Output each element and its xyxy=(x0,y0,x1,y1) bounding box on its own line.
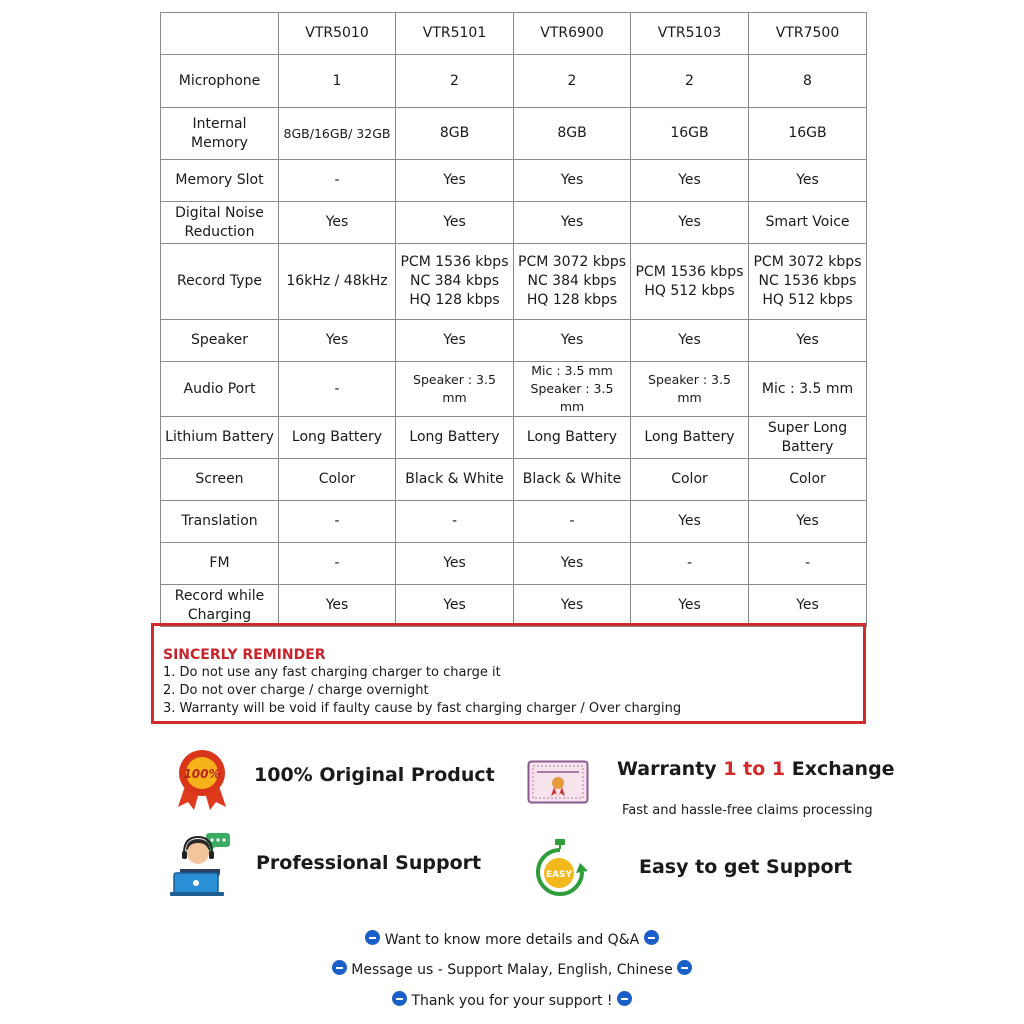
cell-line: 16kHz / 48kHz xyxy=(286,273,388,289)
reminder-box xyxy=(151,623,866,724)
table-cell xyxy=(279,55,396,108)
table-row xyxy=(161,244,867,320)
table-cell xyxy=(514,362,631,417)
cell-line: 2 xyxy=(685,72,694,89)
cell-line: Yes xyxy=(443,332,466,348)
cell-line: Yes xyxy=(325,597,349,613)
cell-line: Yes xyxy=(678,597,701,613)
table-cell xyxy=(514,543,631,585)
warranty-subtext: Fast and hassle-free claims processing xyxy=(622,803,873,818)
table-cell xyxy=(279,459,396,501)
footer-text: Want to know more details and Q&A xyxy=(384,932,640,948)
cell-line: Long Battery xyxy=(291,429,383,445)
cell-line: Mic : 3.5 mm xyxy=(761,380,854,397)
table-cell xyxy=(631,585,749,627)
cell-line: Yes xyxy=(325,214,349,230)
footer-line-1 xyxy=(0,930,1024,948)
table-cell xyxy=(514,202,631,244)
cell-line: Long Battery xyxy=(409,429,500,445)
table-cell xyxy=(631,362,749,417)
table-row xyxy=(161,459,867,501)
table-row xyxy=(161,108,867,160)
table-cell xyxy=(631,55,749,108)
cell-line: 8GB xyxy=(557,125,587,141)
table-cell xyxy=(749,362,867,417)
cell-line: 8GB xyxy=(439,125,470,141)
cell-line: Long Battery xyxy=(644,429,735,445)
table-cell xyxy=(749,202,867,244)
row-label xyxy=(161,417,279,459)
cell-line: - xyxy=(686,555,693,571)
cell-line: Black & White xyxy=(405,471,504,487)
table-cell xyxy=(631,417,749,459)
professional-support-label: Professional Support xyxy=(256,852,482,874)
footer-text: Message us - Support Malay, English, Chinese xyxy=(351,962,673,978)
cell-line: Yes xyxy=(678,513,701,529)
table-cell xyxy=(514,244,631,320)
cell-line: Yes xyxy=(678,214,701,230)
table-cell xyxy=(514,320,631,362)
model-header: VTR5101 xyxy=(396,13,514,55)
table-cell xyxy=(631,244,749,320)
cell-line: Yes xyxy=(796,513,819,529)
table-cell xyxy=(396,501,514,543)
cell-line: Yes xyxy=(560,172,584,188)
row-label-line: Digital Noise xyxy=(175,204,264,221)
minus-circle-icon xyxy=(644,930,659,945)
row-label xyxy=(161,459,279,501)
table-header-row xyxy=(161,13,867,55)
table-cell xyxy=(631,501,749,543)
minus-circle-icon xyxy=(392,991,407,1006)
cell-line: Yes xyxy=(560,597,584,613)
table-row xyxy=(161,202,867,244)
cell-line: 8GB/16GB/ 32GB xyxy=(283,125,391,141)
row-label-line: Reduction xyxy=(184,223,255,240)
row-label-line: Lithium Battery xyxy=(165,429,274,445)
table-cell xyxy=(631,202,749,244)
row-label-line: Record Type xyxy=(177,273,262,289)
row-label xyxy=(161,585,279,627)
table-cell xyxy=(514,459,631,501)
cell-line: Yes xyxy=(560,332,584,348)
row-label xyxy=(161,501,279,543)
award-ribbon-icon xyxy=(170,749,234,811)
cell-line: Yes xyxy=(325,332,349,348)
cell-line: 2 xyxy=(450,72,459,89)
cell-line: Yes xyxy=(796,332,819,348)
cell-line: Battery xyxy=(781,438,834,455)
cell-line: Color xyxy=(671,471,708,487)
table-row xyxy=(161,543,867,585)
minus-circle-icon xyxy=(617,991,632,1006)
cell-line: Yes xyxy=(560,555,584,571)
cell-line: Super Long xyxy=(767,419,848,436)
footer-text: Thank you for your support ! xyxy=(411,993,613,1009)
row-label-line: Internal xyxy=(192,115,247,132)
table-cell xyxy=(749,55,867,108)
table-cell xyxy=(396,320,514,362)
cell-line: HQ 512 kbps xyxy=(762,292,853,308)
row-label xyxy=(161,202,279,244)
table-cell xyxy=(279,417,396,459)
row-label-line: Audio Port xyxy=(183,380,256,397)
row-label xyxy=(161,160,279,202)
cell-line: Mic : 3.5 mm xyxy=(531,363,613,378)
table-cell xyxy=(749,244,867,320)
badge-text: 100% xyxy=(183,767,221,781)
cell-line: - xyxy=(569,513,575,529)
cell-line: Yes xyxy=(443,214,466,230)
table-cell xyxy=(514,55,631,108)
table-cell xyxy=(514,160,631,202)
easy-badge-text: EASY xyxy=(545,870,573,880)
cell-line: - xyxy=(334,555,340,571)
cell-line: Yes xyxy=(443,172,466,188)
cell-line: 8 xyxy=(803,72,812,89)
table-cell xyxy=(396,108,514,160)
table-cell xyxy=(279,585,396,627)
cell-line: 1 xyxy=(332,72,342,89)
model-header: VTR5010 xyxy=(279,13,396,55)
cell-line: 16GB xyxy=(670,125,709,141)
table-cell xyxy=(514,585,631,627)
table-cell xyxy=(396,362,514,417)
table-cell xyxy=(279,543,396,585)
table-cell xyxy=(749,108,867,160)
table-cell xyxy=(749,160,867,202)
row-label xyxy=(161,108,279,160)
table-row xyxy=(161,55,867,108)
table-cell xyxy=(279,244,396,320)
cell-line: - xyxy=(451,513,458,529)
table-cell xyxy=(514,417,631,459)
table-cell xyxy=(279,108,396,160)
table-cell xyxy=(396,417,514,459)
cell-line: - xyxy=(334,172,340,188)
reminder-title: SINCERLY REMINDER xyxy=(163,647,326,663)
table-cell xyxy=(396,585,514,627)
cell-line: Smart Voice xyxy=(765,214,850,230)
cell-line: Speaker : 3.5 mm xyxy=(648,372,731,405)
table-row xyxy=(161,362,867,417)
header-blank-cell xyxy=(161,13,279,55)
cell-line: Yes xyxy=(443,597,466,613)
row-label-line: Record while xyxy=(174,587,265,604)
row-label-line: Speaker xyxy=(191,332,248,348)
easy-support-label: Easy to get Support xyxy=(639,856,852,878)
table-cell xyxy=(396,160,514,202)
cell-line: - xyxy=(804,555,811,571)
reminder-item: 1. Do not use any fast charging charger to charge it xyxy=(163,665,501,680)
table-row xyxy=(161,160,867,202)
model-header: VTR7500 xyxy=(749,13,867,55)
table-row xyxy=(161,417,867,459)
table-row xyxy=(161,320,867,362)
table-cell xyxy=(749,543,867,585)
table-cell xyxy=(396,459,514,501)
table-cell xyxy=(279,320,396,362)
cell-line: Color xyxy=(318,471,356,487)
table-cell xyxy=(631,459,749,501)
cell-line: Yes xyxy=(678,332,701,348)
row-label-line: FM xyxy=(209,555,230,571)
minus-circle-icon xyxy=(365,930,380,945)
row-label xyxy=(161,55,279,108)
table-cell xyxy=(514,501,631,543)
cell-line: PCM 3072 kbps xyxy=(753,254,862,270)
support-agent-icon xyxy=(168,831,232,897)
warranty-highlight: 1 to 1 xyxy=(723,758,786,780)
cell-line: Yes xyxy=(560,214,584,230)
row-label xyxy=(161,543,279,585)
row-label-line: Memory xyxy=(191,134,248,151)
cell-line: Black & White xyxy=(522,471,622,487)
cell-line: NC 384 kbps xyxy=(409,273,500,289)
table-cell xyxy=(631,543,749,585)
footer-line-2 xyxy=(0,960,1024,978)
cell-line: Yes xyxy=(678,172,701,188)
table-cell xyxy=(749,585,867,627)
spec-comparison-table xyxy=(160,12,867,627)
table-cell xyxy=(279,501,396,543)
cell-line: PCM 1536 kbps xyxy=(635,263,744,280)
row-label xyxy=(161,362,279,417)
reminder-item: 2. Do not over charge / charge overnight xyxy=(163,683,429,698)
table-cell xyxy=(279,362,396,417)
cell-line: Yes xyxy=(796,172,819,188)
table-cell xyxy=(279,160,396,202)
cell-line: HQ 128 kbps xyxy=(526,292,618,308)
table-cell xyxy=(749,417,867,459)
table-cell xyxy=(279,202,396,244)
cell-line: NC 1536 kbps xyxy=(758,273,857,289)
cell-line: Yes xyxy=(796,597,819,613)
cell-line: - xyxy=(334,513,340,529)
reminder-item: 3. Warranty will be void if faulty cause by fast charging charger / Over charging xyxy=(163,701,682,716)
table-cell xyxy=(396,244,514,320)
row-label-line: Memory Slot xyxy=(175,172,264,188)
table-cell xyxy=(396,202,514,244)
row-label xyxy=(161,244,279,320)
cell-line: Speaker : 3.5 mm xyxy=(530,381,614,414)
warranty-certificate-icon xyxy=(527,760,589,804)
cell-line: Long Battery xyxy=(526,429,618,445)
table-cell xyxy=(631,160,749,202)
table-cell xyxy=(749,459,867,501)
row-label-line: Translation xyxy=(181,513,258,529)
easy-stopwatch-icon xyxy=(530,837,590,899)
table-cell xyxy=(749,320,867,362)
row-label-line: Screen xyxy=(195,471,244,487)
row-label-line: Charging xyxy=(187,606,252,623)
cell-line: 2 xyxy=(567,72,577,89)
cell-line: Color xyxy=(789,471,826,487)
cell-line: PCM 1536 kbps xyxy=(400,254,509,270)
table-cell xyxy=(631,320,749,362)
table-cell xyxy=(396,55,514,108)
cell-line: HQ 512 kbps xyxy=(644,282,735,299)
table-row xyxy=(161,585,867,627)
row-label xyxy=(161,320,279,362)
cell-line: HQ 128 kbps xyxy=(409,292,500,308)
cell-line: Speaker : 3.5 mm xyxy=(413,372,496,405)
cell-line: 16GB xyxy=(788,125,827,141)
footer-line-3 xyxy=(0,991,1024,1009)
table-cell xyxy=(749,501,867,543)
cell-line: NC 384 kbps xyxy=(527,273,617,289)
row-label-line: Microphone xyxy=(178,72,261,89)
warranty-label: Warranty 1 to 1 Exchange xyxy=(617,758,895,780)
minus-circle-icon xyxy=(677,960,692,975)
cell-line: PCM 3072 kbps xyxy=(518,254,627,270)
model-header: VTR5103 xyxy=(631,13,749,55)
cell-line: Yes xyxy=(443,555,466,571)
original-product-label: 100% Original Product xyxy=(254,764,495,786)
table-cell xyxy=(514,108,631,160)
table-cell xyxy=(396,543,514,585)
table-cell xyxy=(631,108,749,160)
table-row xyxy=(161,501,867,543)
model-header: VTR6900 xyxy=(514,13,631,55)
cell-line: - xyxy=(334,380,340,397)
minus-circle-icon xyxy=(332,960,347,975)
